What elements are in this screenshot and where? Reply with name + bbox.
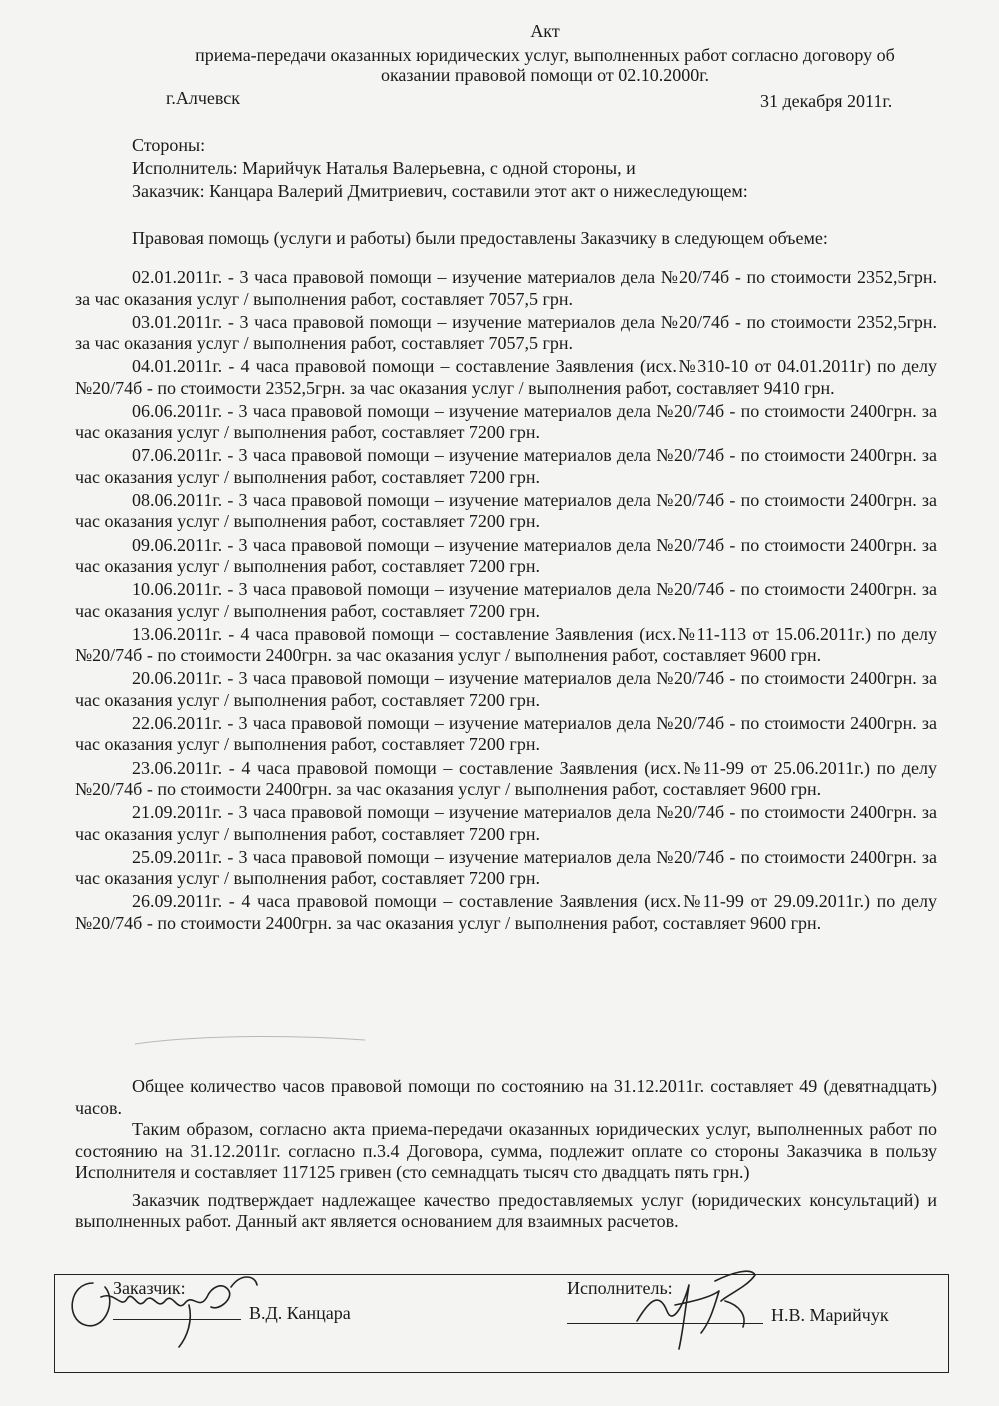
city: г.Алчевск	[166, 88, 241, 108]
executor-signature-label: Исполнитель:	[567, 1278, 673, 1298]
customer-name: В.Д. Канцара	[249, 1303, 351, 1323]
list-item: 10.06.2011г. - 3 часа правовой помощи – изучение материалов дела №20/74б - по стоимости 2400грн. за час оказания услуг / выполнения работ, составляет 7200 грн.	[75, 579, 937, 621]
parties-executor: Исполнитель: Марийчук Наталья Валерьевна, с одной стороны, и	[132, 158, 636, 178]
list-item: 07.06.2011г. - 3 часа правовой помощи – изучение материалов дела №20/74б - по стоимости 2400грн. за час оказания услуг / выполнения работ, составляет 7200 грн.	[75, 445, 937, 487]
customer-signature-label: Заказчик:	[113, 1278, 186, 1298]
list-item: 06.06.2011г. - 3 часа правовой помощи – изучение материалов дела №20/74б - по стоимости 2400грн. за час оказания услуг / выполнения работ, составляет 7200 грн.	[75, 400, 937, 443]
list-item: 03.01.2011г. - 3 часа правовой помощи – изучение материалов дела №20/74б - по стоимости 2352,5грн. за час оказания услуг / выполнения работ, составляет 7057,5 грн.	[75, 311, 937, 354]
entries-list	[75, 267, 937, 936]
list-item: 21.09.2011г. - 3 часа правовой помощи – изучение материалов дела №20/74б - по стоимости 2400грн. за час оказания услуг / выполнения работ, составляет 7200 грн.	[75, 802, 937, 844]
list-item: 22.06.2011г. - 3 часа правовой помощи – изучение материалов дела №20/74б - по стоимости 2400грн. за час оказания услуг / выполнения работ, составляет 7200 грн.	[75, 712, 937, 755]
intro-text: Правовая помощь (услуги и работы) были предоставлены Заказчику в следующем объеме:	[132, 228, 828, 248]
list-item: 02.01.2011г. - 3 часа правовой помощи – изучение материалов дела №20/74б - по стоимости 2352,5грн. за час оказания услуг / выполнения работ, составляет 7057,5 грн.	[75, 267, 937, 309]
list-item: 04.01.2011г. - 4 часа правовой помощи – составление Заявления (исх.№310-10 от 04.01.2011г) по делу №20/74б - по стоимости 2352,5грн. за час оказания услуг / выполнения работ, составляет 9410 грн.	[75, 356, 937, 398]
executor-name: Н.В. Марийчук	[771, 1305, 889, 1325]
executor-signature	[615, 1261, 765, 1353]
summary-total: Таким образом, согласно акта приема-передачи оказанных юридических услуг, выполненных работ по состоянию на 31.12.2011г. согласно п.3.4 Договора, сумма, подлежит оплате со стороны Заказчика в пользу Исполнителя и составляет 117125 гривен (сто семнадцать тысяч сто двадцать пять грн.)	[75, 1119, 937, 1182]
parties-label: Стороны:	[132, 135, 206, 155]
parties-customer: Заказчик: Канцара Валерий Дмитриевич, составили этот акт о нижеследующем:	[132, 181, 748, 201]
list-item: 26.09.2011г. - 4 часа правовой помощи – составление Заявления (исх.№11-99 от 29.09.2011г.) по делу №20/74б - по стоимости 2400грн. за час оказания услуг / выполнения работ, составляет 9600 грн.	[75, 891, 937, 933]
summary-hours: Общее количество часов правовой помощи по состоянию на 31.12.2011г. составляет 49 (девятнадцать) часов.	[75, 1076, 937, 1118]
list-item: 08.06.2011г. - 3 часа правовой помощи – изучение материалов дела №20/74б - по стоимости 2400грн. за час оказания услуг / выполнения работ, составляет 7200 грн.	[75, 489, 937, 532]
summary-confirmation: Заказчик подтверждает надлежащее качество предоставляемых услуг (юридических консультаций) и выполненных работ. Данный акт является основанием для взаимных расчетов.	[75, 1189, 937, 1231]
list-item: 25.09.2011г. - 3 часа правовой помощи – изучение материалов дела №20/74б - по стоимости 2400грн. за час оказания услуг / выполнения работ, составляет 7200 грн.	[75, 846, 937, 889]
document-subtitle-line-2: оказании правовой помощи от 02.10.2000г.	[380, 65, 710, 85]
summary-section	[75, 1076, 937, 1233]
list-item: 09.06.2011г. - 3 часа правовой помощи – изучение материалов дела №20/74б - по стоимости 2400грн. за час оказания услуг / выполнения работ, составляет 7200 грн.	[75, 534, 937, 577]
signature-block	[54, 1274, 949, 1373]
document-subtitle-line-1: приема-передачи оказанных юридических услуг, выполненных работ согласно договору об	[195, 45, 895, 65]
customer-signature	[61, 1261, 261, 1351]
list-item: 23.06.2011г. - 4 часа правовой помощи – составление Заявления (исх.№11-99 от 25.06.2011г.) по делу №20/74б - по стоимости 2400грн. за час оказания услуг / выполнения работ, составляет 9600 грн.	[75, 757, 937, 800]
list-item: 20.06.2011г. - 3 часа правовой помощи – изучение материалов дела №20/74б - по стоимости 2400грн. за час оказания услуг / выполнения работ, составляет 7200 грн.	[75, 668, 937, 710]
list-item: 13.06.2011г. - 4 часа правовой помощи – составление Заявления (исх.№11-113 от 15.06.2011г.) по делу №20/74б - по стоимости 2400грн. за час оказания услуг / выполнения работ, составляет 9600 грн.	[75, 623, 937, 666]
stray-pencil-mark	[130, 1030, 370, 1050]
document-title: Акт	[530, 21, 560, 41]
document-date: 31 декабря 2011г.	[760, 91, 893, 111]
